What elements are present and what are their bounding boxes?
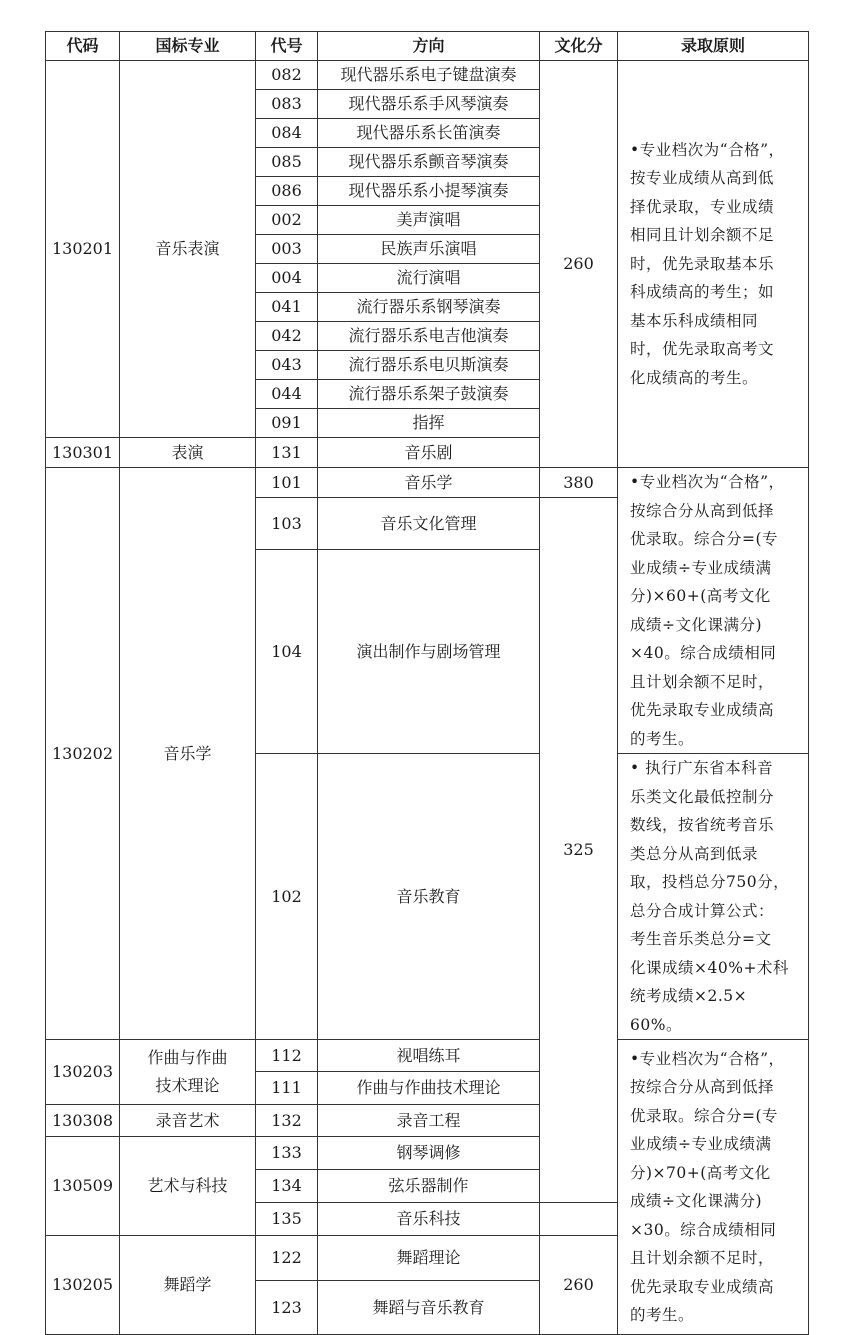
major-code: 130308 [46, 1105, 120, 1137]
rule-line: 统考成绩×2.5× [630, 987, 748, 1005]
rule-line: •专业档次为“合格”， [630, 1049, 785, 1068]
major-name: 音乐学 [120, 468, 256, 1040]
header-code: 代码 [46, 32, 120, 61]
rule-line: 时，优先录取基本乐 [630, 254, 775, 273]
header-direction: 方向 [318, 32, 540, 61]
major-name-line: 技术理论 [155, 1076, 220, 1095]
direction-no: 003 [256, 235, 318, 264]
direction-name: 流行器乐系架子鼓演奏 [318, 380, 540, 409]
major-name [120, 1040, 256, 1105]
rule-line: 总分合成计算公式： [630, 901, 775, 920]
direction-name: 流行器乐系电吉他演奏 [318, 322, 540, 351]
rule-line: 按专业成绩从高到低 [630, 169, 775, 188]
header-major: 国标专业 [120, 32, 256, 61]
rule-line: 基本乐科成绩相同 [630, 311, 759, 330]
direction-no: 122 [256, 1236, 318, 1281]
direction-no: 123 [256, 1281, 318, 1335]
direction-no: 133 [256, 1137, 318, 1170]
rule-line: 优录取。综合分=(专 [630, 530, 779, 548]
rule-line: 成绩÷文化课满分) [630, 615, 763, 634]
major-code: 130201 [46, 61, 120, 438]
rule-line: 数线，按省统考音乐 [630, 816, 775, 834]
rule-line: 分)×70+(高考文化 [630, 1163, 771, 1182]
major-name: 音乐表演 [120, 61, 256, 438]
rule-line: 业成绩÷专业成绩满 [630, 558, 772, 577]
major-code: 130205 [46, 1236, 120, 1335]
direction-name: 现代器乐系电子键盘演奏 [318, 61, 540, 90]
culture-score: 325 [540, 498, 618, 1203]
direction-name: 音乐科技 [318, 1203, 540, 1236]
admission-table [45, 31, 809, 1335]
direction-no: 091 [256, 409, 318, 438]
direction-name: 舞蹈理论 [318, 1236, 540, 1281]
table-row [46, 468, 809, 498]
rule-line: 优先录取专业成绩高 [630, 1277, 775, 1296]
rule-line: 考生音乐类总分=文 [630, 930, 772, 948]
major-code: 130509 [46, 1137, 120, 1236]
direction-name: 现代器乐系颤音琴演奏 [318, 148, 540, 177]
direction-name: 音乐文化管理 [318, 498, 540, 550]
rule-line: 化课成绩×40%+术科 [630, 958, 789, 977]
rule-line: 优录取。综合分=(专 [630, 1106, 779, 1125]
direction-name: 弦乐器制作 [318, 1170, 540, 1203]
rule-line: 类总分从高到低录 [630, 844, 759, 863]
direction-name: 音乐剧 [318, 438, 540, 468]
major-code: 130301 [46, 438, 120, 468]
admission-rule [618, 754, 809, 1040]
header-admission-rule: 录取原则 [618, 32, 809, 61]
rule-line: 60%。 [630, 1015, 682, 1034]
culture-score: 260 [540, 1236, 618, 1335]
direction-no: 111 [256, 1072, 318, 1105]
direction-no: 044 [256, 380, 318, 409]
major-name: 录音艺术 [120, 1105, 256, 1137]
admission-rule [618, 61, 809, 468]
major-name: 表演 [120, 438, 256, 468]
direction-name: 民族声乐演唱 [318, 235, 540, 264]
major-name: 舞蹈学 [120, 1236, 256, 1335]
direction-no: 083 [256, 90, 318, 119]
rule-line: 且计划余额不足时， [630, 1249, 775, 1267]
rule-line: 业成绩÷专业成绩满 [630, 1135, 772, 1153]
rule-line: 优先录取专业成绩高 [630, 701, 775, 719]
direction-no: 084 [256, 119, 318, 148]
rule-line: 时，优先录取高考文 [630, 340, 775, 359]
direction-no: 102 [256, 754, 318, 1040]
direction-name: 录音工程 [318, 1105, 540, 1137]
direction-no: 085 [256, 148, 318, 177]
rule-line: 按综合分从高到低择 [630, 1078, 775, 1096]
direction-name: 演出制作与剧场管理 [318, 550, 540, 754]
culture-score: 380 [540, 468, 618, 498]
direction-no: 042 [256, 322, 318, 351]
table-row [46, 1040, 809, 1072]
direction-no: 104 [256, 550, 318, 754]
direction-no: 135 [256, 1203, 318, 1236]
major-code: 130203 [46, 1040, 120, 1105]
direction-name: 流行演唱 [318, 264, 540, 293]
direction-name: 流行器乐系电贝斯演奏 [318, 351, 540, 380]
admission-rule [618, 1040, 809, 1335]
direction-name: 音乐学 [318, 468, 540, 498]
rule-line: 分)×60+(高考文化 [630, 587, 771, 605]
table-row [46, 61, 809, 90]
major-name-line: 作曲与作曲 [147, 1048, 228, 1067]
direction-no: 131 [256, 438, 318, 468]
rule-line: •专业档次为“合格”， [630, 140, 785, 159]
direction-no: 004 [256, 264, 318, 293]
direction-name: 流行器乐系钢琴演奏 [318, 293, 540, 322]
rule-line: 的考生。 [630, 1306, 695, 1324]
direction-name: 舞蹈与音乐教育 [318, 1281, 540, 1335]
direction-no: 082 [256, 61, 318, 90]
direction-no: 041 [256, 293, 318, 322]
rule-line: 乐类文化最低控制分 [630, 787, 775, 806]
rule-line: 择优录取，专业成绩 [630, 197, 775, 216]
rule-line: 取，投档总分750分， [630, 873, 790, 891]
direction-no: 043 [256, 351, 318, 380]
rule-line: •专业档次为“合格”， [630, 473, 785, 491]
rule-line: 的考生。 [630, 729, 695, 748]
rule-line: • 执行广东省本科音 [630, 759, 774, 777]
direction-name: 现代器乐系手风琴演奏 [318, 90, 540, 119]
direction-no: 086 [256, 177, 318, 206]
direction-no: 101 [256, 468, 318, 498]
direction-no: 103 [256, 498, 318, 550]
rule-line: 成绩÷文化课满分) [630, 1192, 763, 1210]
direction-no: 112 [256, 1040, 318, 1072]
header-row [46, 32, 809, 61]
rule-line: 科成绩高的考生；如 [630, 283, 775, 302]
direction-name: 现代器乐系小提琴演奏 [318, 177, 540, 206]
rule-line: 且计划余额不足时， [630, 672, 775, 691]
direction-no: 002 [256, 206, 318, 235]
header-direction-no: 代号 [256, 32, 318, 61]
header-culture-score: 文化分 [540, 32, 618, 61]
culture-score: 260 [540, 61, 618, 468]
rule-line: 相同且计划余额不足 [630, 226, 775, 245]
direction-name: 美声演唱 [318, 206, 540, 235]
direction-no: 132 [256, 1105, 318, 1137]
rule-line: 化成绩高的考生。 [630, 368, 759, 387]
direction-name: 钢琴调修 [318, 1137, 540, 1170]
direction-name: 现代器乐系长笛演奏 [318, 119, 540, 148]
direction-name: 视唱练耳 [318, 1040, 540, 1072]
direction-name: 作曲与作曲技术理论 [318, 1072, 540, 1105]
rule-line: ×30。综合成绩相同 [630, 1220, 777, 1239]
rule-line: 按综合分从高到低择 [630, 501, 775, 520]
rule-line: ×40。综合成绩相同 [630, 644, 777, 662]
major-name: 艺术与科技 [120, 1137, 256, 1236]
direction-name: 指挥 [318, 409, 540, 438]
admission-rule [618, 468, 809, 754]
direction-name: 音乐教育 [318, 754, 540, 1040]
major-code: 130202 [46, 468, 120, 1040]
direction-no: 134 [256, 1170, 318, 1203]
